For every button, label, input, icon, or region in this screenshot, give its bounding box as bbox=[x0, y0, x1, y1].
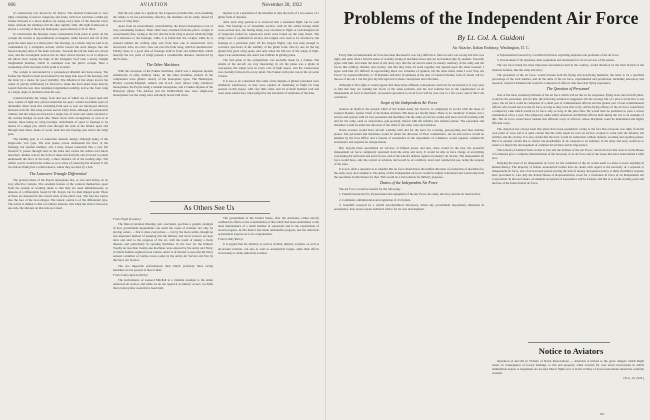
paragraph: The government of the United States, after the Armistice, rather strictly confined its efforts to the consolidation of that which had been established, to the mere maintenance of a small number of squadrons and to the exploitation of recent progress. In this field it had made remarkable progress, and the American aeronautical experts are to be congratulated. bbox=[218, 216, 319, 237]
list-item: 2. Command, administration and regulation of civil pilots. bbox=[339, 197, 412, 202]
subheading: Duties of the Independent Air Force bbox=[380, 180, 438, 186]
subheading: The Latecoere Triangle Differential bbox=[29, 170, 87, 176]
paragraph: One of the most essential problems of the air force which will be the air for seaplanes, flying boats and aircraft pilots, would be the personnel, and for this, the following solution is suggested. On the average life of a pilot is from five to ten years, the air force could be composed of a small part of commissioned officers and the greater part of non-commissioned officers who would serve in the air force as long as they were able to fly. All the flying officers of the air force would have a temporary rank which would be in force only as long as the pilot flies. He would then be permitted to pass a severe examination twice a year. The temporary ranks which American and British officers held during the war is an example of this. The air force would need, besides this efficient corps of officers, whose discipline could be maintained and highly efficient corps. bbox=[492, 92, 644, 126]
paragraph: With the exception of the Fokker machines, which was a sailplane biplane reminiscent of early military ideas, all the other machines entered in the competition were gliders, mostly of the monoplane types. The Handasyde, Broiler, Gordon-England, Ashton and R.A.F. were mixed wing cantilever monoplanes, the Peyret being a tandem monoplane, and a Fokker biplane of the Hannover glider. The Airdaes and the DeHavilland also were single-seat monoplanes, but the wings were extremely broad with wires. bbox=[113, 68, 213, 98]
left-date: November 20, 1922 bbox=[262, 3, 302, 8]
author-affiliation: Air Attache, Italian Embassy, Washington, D. C. bbox=[452, 45, 530, 50]
left-column-1 bbox=[8, 11, 108, 411]
paragraph: It is also to be considered that some of the designs of gliders presented were eminently satisfactory, as they were capable of remaining in flight for long periods on hill slopes, with very little wind, and all of them handled well and were quite satisfactory when judged by the standards of sailplanes of the time. bbox=[218, 79, 319, 96]
paragraph: Denying the need of an independent air force for the command of the air would seem to refuse to learn anything in human history. The majority of Italian aeronautical bodies have no doubt with regard to the necessity of a separate or independent air force, and a law has been passed placing the lack of money and general policy to limit all military expense have prevented it. Last July the Italian House of Representatives voted for a resolution in favor of an Independent Air Corporation. In the near future, an eminent secretariat of aeronautics will be formed, and this is to be the starting point and nucleus of the future Italian air force. bbox=[492, 161, 644, 186]
paragraph: But, beyond these specialized air services of limited power and size, there would be the true, the powerful independent air force completely separated from the army and navy. It would be able to have charge of everything concerning the territorial and naval forces, and of the nation's defense against an enemy's air attacks. The independent air force would have, only the control of aviation, and would be of a military, naval and commercial use, being the weapon of the state. bbox=[334, 145, 484, 166]
list-item: 1. Furnish instruction for all personnel and equipment of the Air Force, the army, the navy and the air mail service. bbox=[339, 192, 481, 197]
paragraph: The Air force being the most important aeronautical unit in the country, would therefore be the final branch of the national defense, like the army and navy. bbox=[492, 63, 644, 72]
paragraph: Apart from its extraordinary controllability, the Peyret monoplane is not of very outstanding features. Their chief view obtained from the pilot's cockpit is exceptionally fine, owing to the fact that the front wing is placed relatively high with reference to the fuselage, while it is found that the cockpit, while he is situated behind the trailing edge and from here one is unrestricted view downward. Also, in a dive, view out over the front wing, which is unobstructed. Finally, there is a good deal of fuselage both in front and behind him, which laterally the two pairs of wings present a considerable distance, reinforced by the N struts. bbox=[113, 24, 213, 61]
paragraph: The cockpit is surrounded by a pronounced dihedral and back-sweep. The former has therefore been necessitated by the large side area of the fuselage, and the latter by a desire for good visibility. The dihedral of the wings lowers the center of gravity sufficiently far forward to make the front plane more heavily loaded than the rear, thus obtaining longitudinal stability, and so the front wing at a larger angle of incidence than the rear. bbox=[8, 70, 108, 95]
list-item: 3. Scientific research by a central aerodynamical laboratory, where any government department, interested in aeronautics, may secure expert technical advice for its own development. bbox=[334, 202, 484, 211]
paragraph: The Air Force would be needed for the following: bbox=[339, 187, 401, 192]
paragraph: The bottom of Admiral Sims on this is 'just and the defense of the Air Force,' and in the fact that as he is in the House of Commons give a complete demonstration of the necessity of an air force and of the issues that have been behind it until now. bbox=[492, 147, 644, 161]
right-column-1 bbox=[334, 53, 484, 409]
left-column-2-lower bbox=[113, 216, 213, 412]
paragraph: The two important performances then which, probably, three racing machines do not possess is that of their. bbox=[113, 263, 213, 272]
source-line: From Flight (London): bbox=[113, 217, 142, 221]
paragraph: It is argued that all, military as well as civilian, military aviation, as well as all-around aviation, can also as well as aeronautical league, unite their efforts victoriously to mark American aviation. bbox=[218, 242, 319, 255]
paragraph: find the rear plane is a question, but it appears probable that, even assuming the rudder to be not particularly effective, the machine can be easily turned by the use of wing flaps. bbox=[113, 11, 213, 24]
paragraph: After such long periods it is observed that a sustained flight can be well done. The fuselage is of streamline section, with all the cables having small cross-section area, the fairing being very excellent in flight. A well-designed set of longerons joined by square-end struts were bolted up the long chord. The wings were of symmetrical section, the longest ever seen to be attached to the fuselage at a particular joint. Of the longest flights, one was long enough to convince spectators of the stability of the glider form. One by one all the big gliders had great wing spans, and only when the full test of the wings of high-aspect was undertaken, the result was brilliant in gliding plane. bbox=[218, 20, 319, 57]
notice-rule bbox=[528, 342, 610, 343]
paragraph: The personnel of the air force, would include both the flying and non-flying members, the latter to be a specified percentage of the total number, and all the units of the air force, experimental and production, including laboratory and research, would be handled and would be composed of officers who have had flying experience. bbox=[492, 72, 644, 85]
notice-title: Notice to Aviators bbox=[538, 346, 604, 356]
paragraph: Every time an independent air force has been discussed it was very difficult to find out who was wrong and who was right, and quite often I had the sense of actually seeing in machines most and can be handled only by seamen. I heartily agree with him: and when the head of the army says that the air service must be merely auxiliary of the army and the forces like artillery, infantry and cavalry, and that they must all work together and depend upon the same General, I agree with him. It's difficult in approaching these two extremes of opinion. On the other hand, when I read 'Stop Air Force!' by General Mitchell, or 'II Dominio dell'Aria' (Command of the Air) of General Douhet, both of whom call for the use of the air, I can but give my full approval to these conceptions and criticisms. bbox=[334, 53, 484, 82]
paragraph: It is now often a question as to whether this air force should have the unified direction of production of machines for the army, navy and commerce. The Army of this 'independent air force' would be highly centralized and would only hold the specialists in this theater for that. This would be a bad solution for military purposes. bbox=[334, 166, 484, 180]
paragraph: of construction was shown by M. Payrot. The internal framework is very light, consisting of narrow longerons and struts, with bow and lines a multi-ply former inclosed to a more shallow by seeing every most of the material every shape wherein the members fall the skin rigidity. Only this light framework is placed a covering of three-ply mahogany, approximately 2/32 in. thick. bbox=[8, 11, 108, 32]
paragraph: General de Neufort, the present Chief of the Italian Army Air Service, is completely in accord with the ideas of General Douhet, former Chief of the Italian Aviation. His ideas are briefly these: There is no 'auxiliary' aviation, but a service and operate with its own personnel and machines, but the army air service would only have aircraft working with and for the army, such as observation, gun-spotting, liaison with the infantry and defense planes. The personnel and machines would be under the direction of the chief of the army corps and division. bbox=[334, 106, 484, 127]
notice-body bbox=[492, 359, 644, 409]
subheading: The Other Machines bbox=[146, 61, 180, 67]
paragraph: The best glide of the competitions was probably made by a Fokker. The details of the aircraft are very interesting. In all, the plane was a glider in conception, the wings were in every case of high aspect, and the construction was carefully followed in every detail. The Fokker with pilot was in the air some 2 hours. bbox=[218, 57, 319, 79]
spread-gutter bbox=[325, 0, 326, 420]
notice-reference: (N.A. 15, 1922.) bbox=[623, 376, 644, 381]
article-byline: By Lt. Col. A. Guidoni bbox=[457, 33, 525, 42]
article-title: Problems of the Independent Air Force bbox=[343, 8, 639, 28]
paragraph: The performance of General Mitchell is a valuable example to the entire American air service, and while we do not regard it as entirely correct, we think that a better plane would have been built. bbox=[113, 278, 213, 291]
paragraph: The landing gear is of somewhat unusual design, although being of the single-axle 'vee' type. The axle passes across underneath the floor of the fuselage, but another member, also a tube, sloped somewhat like a very flat inverted V, passes through slots in the sides and carries the rubber-cord shock absorbers. Radius rods in the form of tubes run from the axle forward to points underneath the floor of the body, a short distance aft of the leading edge. The rubber cord is wound in the center so as to allow of removing the inverted V, the two halves fitting into a central sleeve, where they are held by a bolt. bbox=[8, 137, 108, 170]
section-title: As Others See Us bbox=[183, 204, 235, 212]
paragraph: The Detroit Aviation Meeting, just concluded, provides a graphic example of how government departments can assist the cause of aviation, not only by placing orders — that is done everywhere — but by the more subtle, though no less important method of ensuring that the military and naval aviators are kept alive and alert to the progress of the art, with the result of taking a lively interest, and particularly in sporting machines. In the race for the Pulitzer Trophy no less than twenty-one machines were entered by the Army and Navy, of which number eighteen were Curtiss, and it is of interest to note that the Navy entered a number of Curtiss racers, some by the Army Air Service and five by the Navy Air Service. bbox=[113, 222, 213, 263]
paragraph: Constructionally the wings, front and rear of which are of equal span and area, consist of light ribs, placed somewhat far apart, carried on tubular spars of duralumin. Short stout ribs extending from spar to spar are interposed midway between each rib. The wing section used is fairly thick, although of considerable camber, and the wings are braced in a single bay of struts and cables attached to the various fittings on each side. These struts with corrugations as well as in tension, there being no wing bracings. Attachment of spars to fuselage is by means of a single pin, which runs through the ends of the tubular spars and through steel tubes, made of wood, built into the fuselage just below the ridge pole. bbox=[8, 95, 108, 136]
paragraph: The greatest merit of the Peyret monoplane lies, as was said before, in its very effective controls. The essential feature of the controls themselves, apart from the system of working them, is that they are used simultaneously, as ailerons of a differential, found by Mr. Peyret, but for their hinged point. Three of these are mounted in the control stick of the pilot's seat. The foot-bar carries also the foot of the foot-stirrups. The lateral control is of the differential type. The action is similar to that of ordinary ailerons, that when the stick is moved to one side, the ailerons on that side are raised. bbox=[8, 177, 108, 210]
left-page-number: 666 bbox=[8, 3, 16, 8]
paragraph: Naval aviation would have aircraft working with and for the navy for scouting, gun-spotting and fleet defense planes. The personnel and machines would be under the direction of Fleet commanders. An air and service would be handled by the Post Office and a bureau of aeronautics in the department of commerce would regulate commercial aeronautics and regulate air transportation. bbox=[334, 128, 484, 145]
section-rule-top bbox=[150, 201, 270, 202]
source-line: From L'Aile (Paris): bbox=[218, 237, 244, 242]
section-rule-bottom bbox=[150, 213, 270, 214]
paragraph: Operation of Aircraft in Vicinity of Naval Reservations — Attention is invited to the grave dangers which might result, in consequence of forced landings, to life and property, when aviators fly over naval reservations in which ammunition depots or magazines are located. Direct flight over or in the vicinity of naval reservations should be carefully avoided. bbox=[492, 359, 644, 376]
right-column-2 bbox=[492, 53, 644, 339]
paragraph: Although at first sight, it would appear that these three different conceptions could not be reconciled, it is very easy to find that they are nothing but facets of the same problem, and the real solution lies in the organization of an independent air force is inevitable. At present opposition to an air force will be won over to a few years, and of this I am convinced. bbox=[334, 82, 484, 99]
subheading: Scope of the Independent Air Force bbox=[380, 99, 438, 105]
paragraph: biplane to be a specimen of the machine to take the form of a two-seater, of a glider form of airplane. bbox=[218, 11, 319, 20]
source-line: From L'Aero-Sports (Paris): bbox=[113, 272, 149, 277]
list-item: 5. Procurement of all airplanes, their equipment and armament for all air services of the nation. bbox=[497, 58, 615, 63]
right-page-number: 667 bbox=[600, 412, 605, 416]
left-column-3-lower bbox=[218, 216, 319, 412]
subheading: The Question of Personnel bbox=[546, 85, 590, 91]
left-column-2 bbox=[113, 11, 213, 201]
left-running-title: AVIATION bbox=[140, 3, 169, 8]
left-column-3 bbox=[218, 11, 319, 201]
paragraph: In construction the fuselage varies considerably from point to point. At the cockpit the section is approximately rectangular, while forward and aft of this point the sides taper to a blunt point. The fuselage, as a whole, may be said to be commanded by a triangular section, which toward the stern merges into the inward-sloping sides of the main structure. Towards the tail the sides are curved over, and the rectangular section has its sides curved inward, so as to improve the pilot's view. Along the ridge of the triangular 'roof' runs a nearly straight longitudinal member, which is continued over the pilot's cockpit. Here a weakening of the structure at this point is avoided. bbox=[8, 32, 108, 69]
list-item: 4. Experimental research by a technical division, regarding airplanes and problems of the air force. bbox=[497, 53, 620, 57]
paragraph: The objection has always been that pilots have been pessimistic owing to the fact that everyone was right, from his own point of view, but it is quite certain that the army needs its own air service, trained to work with the infantry, the artillery and the cavalry. It is also certain that the navy would be vulnerable without defense, scouting and spotting planes. But it is equally certain that to restrict the possibilities of air weapons to an auxiliary of the army and navy would be to restrict or impair the development of commercial aviation and its importance. bbox=[492, 126, 644, 147]
